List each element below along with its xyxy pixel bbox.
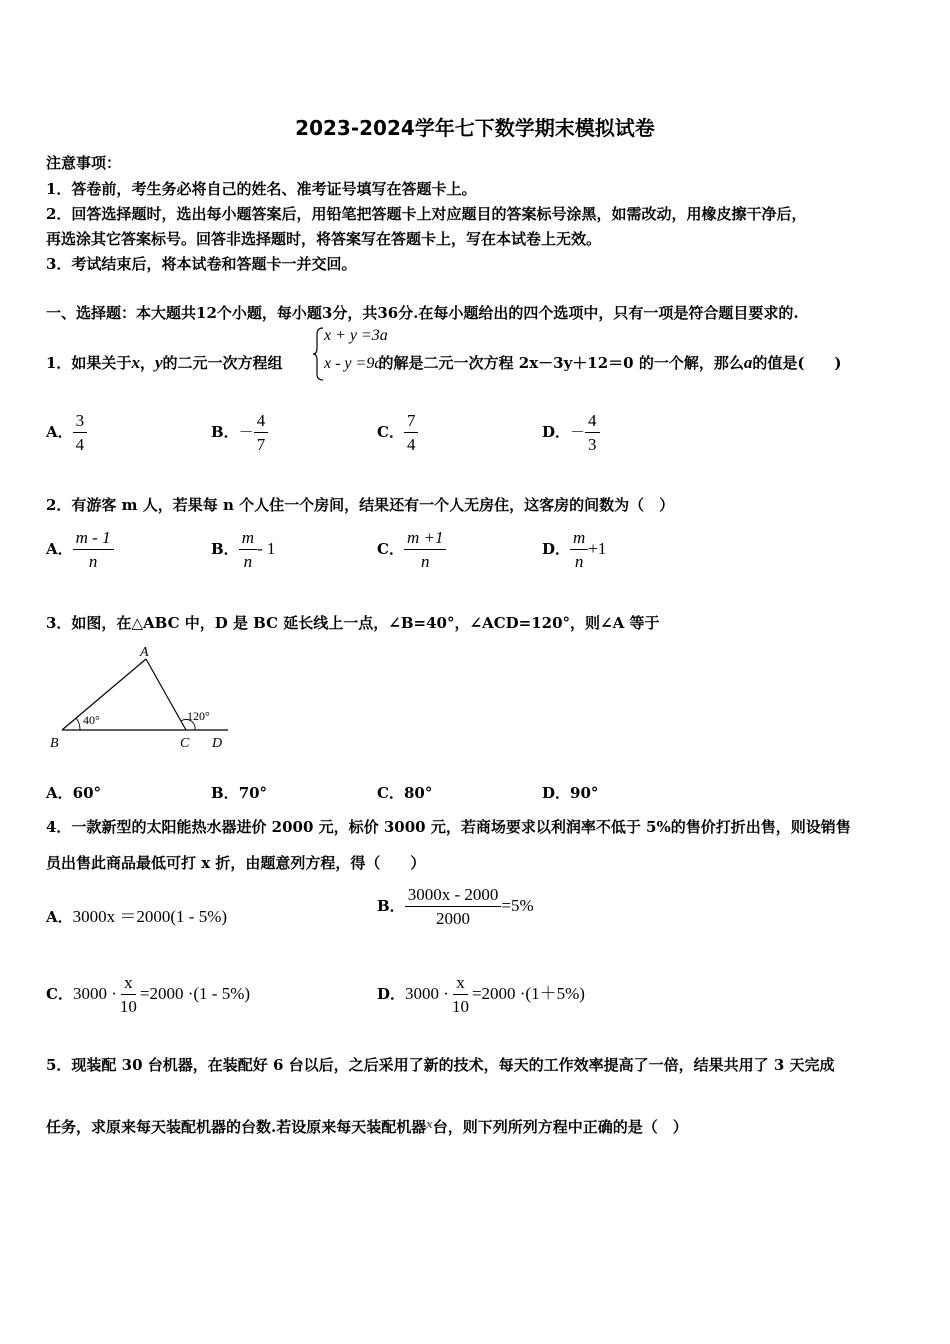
q2-option-d: D． $\frac{m}{n}$ +1	[542, 528, 607, 572]
q2-option-b-fraction: $\frac{m}{n}$	[239, 527, 257, 573]
label-d: D	[212, 736, 223, 751]
q4-option-d-fraction: $\frac{x}{10}$	[451, 973, 469, 1017]
q4-option-d: D．3000 · $\frac{x}{10}$ =2000 ·(1＋5%)	[377, 973, 585, 1017]
q1-pre: 1．如果关于	[46, 354, 132, 372]
q1-option-d-fraction: $\frac{4}{3}$	[585, 410, 600, 456]
q1-var-x: x	[131, 353, 140, 372]
notes-heading: 注意事项：	[46, 154, 122, 172]
page-title: 2023-2024学年七下数学期末模拟试卷	[295, 116, 655, 140]
q1-end: 的值是( )	[752, 354, 842, 372]
q1-option-c-fraction: $\frac{7}{4}$	[404, 410, 419, 456]
q4-option-c: C．3000 · $\frac{x}{10}$ =2000 ·(1 - 5%)	[46, 973, 251, 1017]
q1-option-a-fraction: $\frac{3}{4}$	[73, 410, 88, 456]
q2-option-a-fraction: $\frac{m - 1}{n}$	[73, 527, 114, 573]
system-equation-2: x - y =9a	[324, 355, 383, 372]
q2-option-c-fraction: $\frac{m +1}{n}$	[404, 527, 447, 573]
angle-c-label: 120°	[187, 709, 210, 723]
q4-option-b-fraction: $\frac{3000x - 2000}{2000}$	[405, 884, 502, 930]
question-1-text	[46, 352, 842, 373]
label-b: B	[50, 736, 59, 751]
q1-option-b: B．－ $\frac{4}{7}$	[211, 410, 268, 456]
q2-option-b: B． $\frac{m}{n}$ - 1	[211, 528, 276, 572]
note-item-3: 3．考试结束后，将本试卷和答题卡一并交回。	[46, 255, 357, 273]
q3-option-c: C．80°	[377, 784, 433, 802]
triangle-figure	[40, 638, 240, 753]
note-item-2-cont: 再选涂其它答案标号。回答非选择题时，将答案写在答题卡上，写在本试卷上无效。	[46, 230, 602, 248]
q4-option-b: B． $\frac{3000x - 2000}{2000}$ =5%	[377, 885, 534, 929]
q4-option-c-fraction: $\frac{x}{10}$	[119, 973, 137, 1017]
q1-post: 的解是二元一次方程 2x－3y＋12＝0 的一个解，那么	[378, 354, 744, 372]
q3-option-b: B．70°	[211, 784, 268, 802]
q2-option-c: C． $\frac{m +1}{n}$	[377, 527, 446, 573]
question-3-text: 3．如图，在△ABC 中，D 是 BC 延长线上一点，∠B=40°，∠ACD=120°，则∠A 等于	[46, 614, 660, 632]
q3-option-a: A．60°	[46, 784, 102, 802]
q1-option-b-fraction: $\frac{4}{7}$	[254, 410, 269, 456]
q5-var-x: x	[426, 1116, 433, 1131]
section-heading: 一、选择题：本大题共12个小题，每小题3分，共36分.在每小题给出的四个选项中，只有一项是符合题目要求的.	[46, 304, 799, 322]
question-2-text: 2．有游客 m 人，若果每 n 个人住一个房间，结果还有一个人无房住，这客房的间数为（ ）	[46, 496, 675, 514]
angle-b-label: 40°	[83, 713, 100, 727]
system-equation-1: x + y =3a	[324, 327, 388, 344]
q1-var-y: y	[154, 353, 163, 372]
q1-var-a: a	[743, 353, 753, 372]
q1-comma: ，	[139, 354, 155, 372]
q1-option-c: C． $\frac{7}{4}$	[377, 410, 418, 456]
q1-option-a: A． $\frac{3}{4}$	[46, 410, 87, 456]
q1-mid: 的二元一次方程组	[162, 354, 283, 372]
question-4-line-1: 4．一款新型的太阳能热水器进价 2000 元，标价 3000 元，若商场要求以利润率不低于 5%的售价打折出售，则设销售	[46, 818, 851, 836]
note-item-1: 1．答卷前，考生务必将自己的姓名、准考证号填写在答题卡上。	[46, 180, 477, 198]
note-item-2: 2．回答选择题时，选出每小题答案后，用铅笔把答题卡上对应题目的答案标号涂黑，如需改动，用橡皮擦干净后，	[46, 205, 807, 223]
angle-b-arc	[76, 718, 80, 730]
question-5-line-1: 5．现装配 30 台机器，在装配好 6 台以后，之后采用了新的技术，每天的工作效率提高了一倍，结果共用了 3 天完成	[46, 1056, 835, 1074]
question-4-line-2: 员出售此商品最低可打 x 折，由题意列方程，得（ ）	[46, 854, 426, 872]
label-c: C	[180, 736, 190, 751]
q4-option-a: A．3000x ＝2000(1 - 5%)	[46, 907, 228, 926]
q1-option-d: D．－ $\frac{4}{3}$	[542, 410, 600, 456]
q2-option-a: A． $\frac{m - 1}{n}$	[46, 527, 114, 573]
line-ba	[62, 659, 146, 730]
q2-option-d-fraction: $\frac{m}{n}$	[570, 527, 588, 573]
label-a: A	[140, 645, 149, 660]
question-5-line-2: 任务，求原来每天装配机器的台数.若设原来每天装配机器x台，则下列所列方程中正确的是（ ）	[46, 1116, 688, 1136]
line-ac	[146, 659, 186, 730]
q3-option-d: D．90°	[542, 784, 599, 802]
